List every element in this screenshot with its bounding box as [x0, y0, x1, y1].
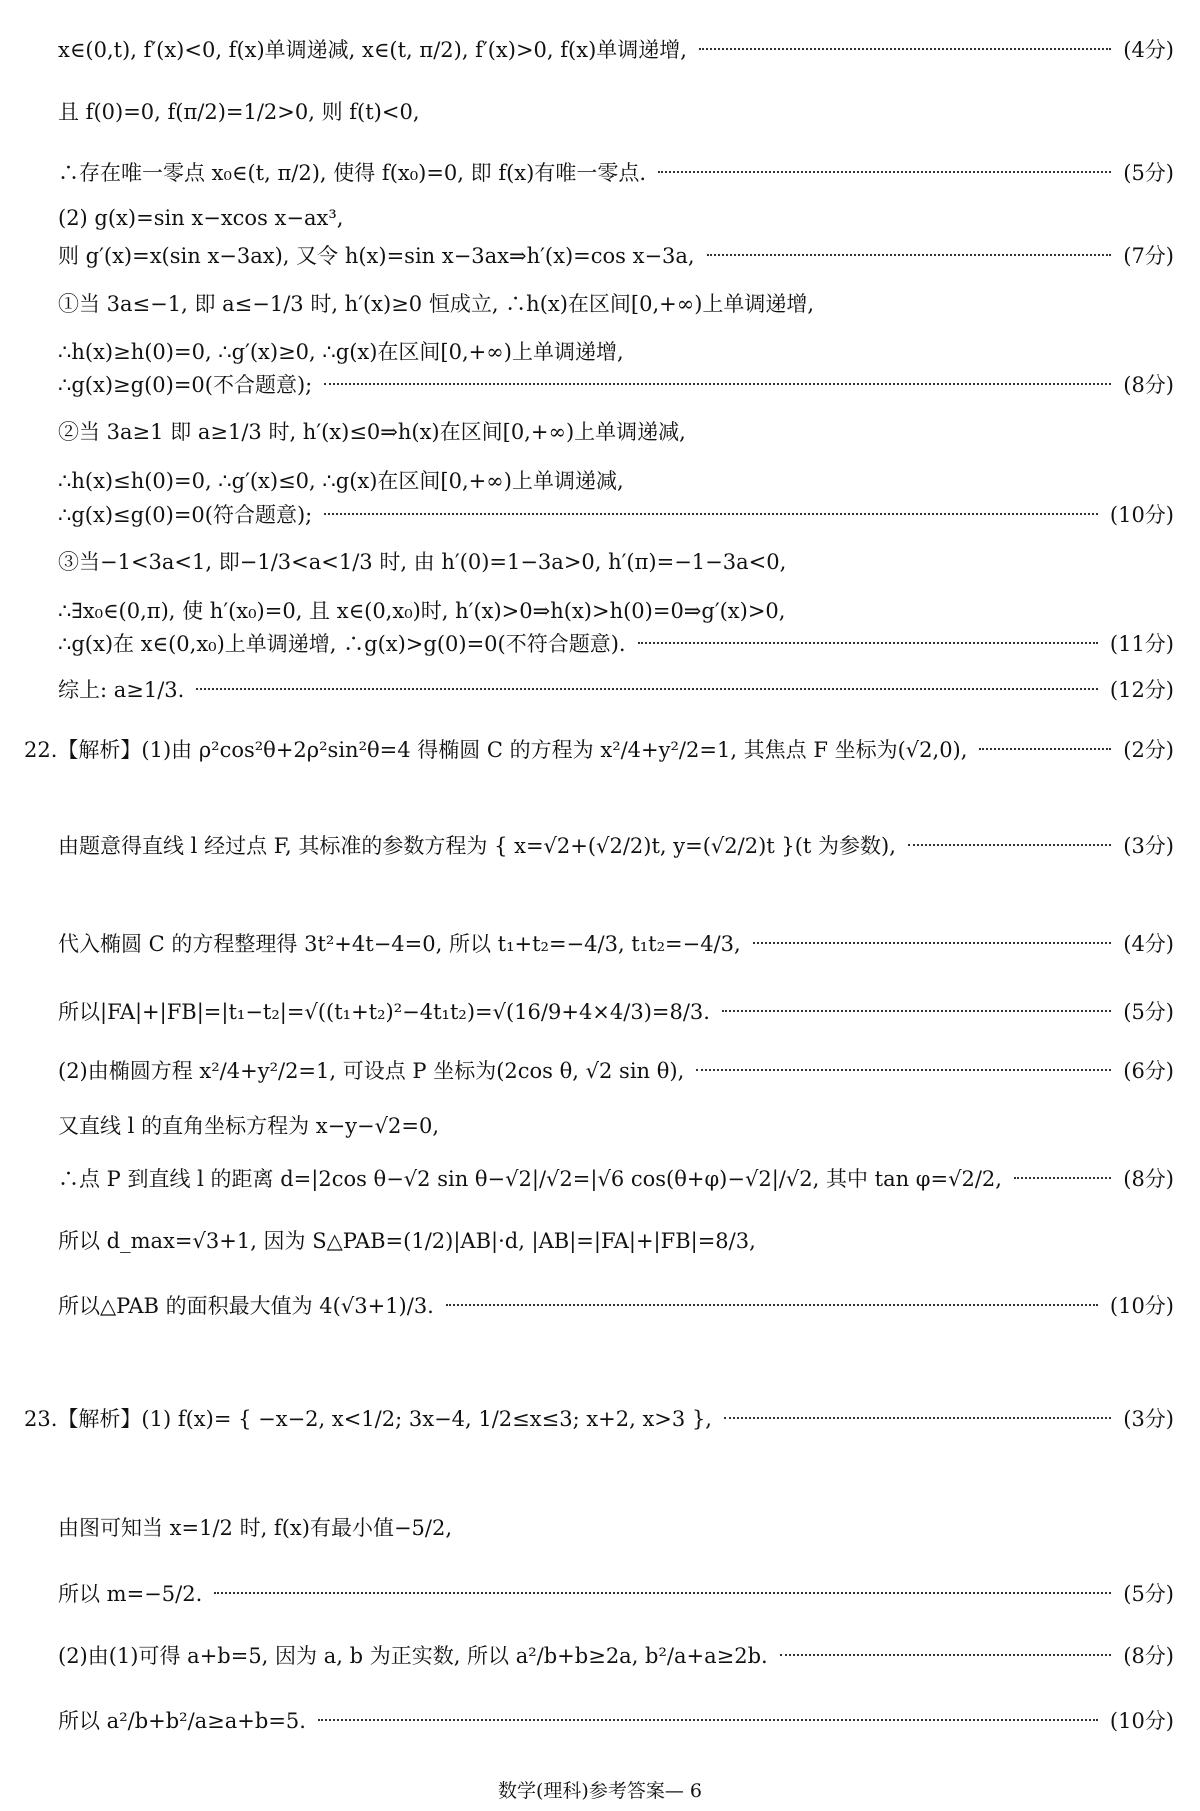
line-text: ∴g(x)≤g(0)=0(符合题意); [58, 503, 313, 527]
line-text: (2) g(x)=sin x−xcos x−ax³, [58, 206, 344, 230]
line-text: ∴点 P 到直线 l 的距离 d=|2cos θ−√2 sin θ−√2|/√2=|√6 cos(θ+φ)−√2|/√2, 其中 tan φ=√2/2, [58, 1167, 1002, 1191]
solution-line [58, 1163, 1174, 1193]
line-text: 由图可知当 x=1/2 时, f(x)有最小值−5/2, [58, 1516, 453, 1540]
problem-22-header [24, 734, 1174, 764]
line-text: 又直线 l 的直角坐标方程为 x−y−√2=0, [58, 1114, 440, 1138]
dot-leader [979, 748, 1111, 750]
dot-leader [753, 942, 1112, 944]
score-label: (4分) [1123, 38, 1174, 62]
score-label: (2分) [1123, 738, 1174, 762]
dot-leader [908, 844, 1111, 846]
line-text: (2)由(1)可得 a+b=5, 因为 a, b 为正实数, 所以 a²/b+b≥2a, b²/a+a≥2b. [58, 1644, 768, 1668]
solution-line [58, 336, 1174, 366]
line-text: 22.【解析】(1)由 ρ²cos²θ+2ρ²sin²θ=4 得椭圆 C 的方程为 x²/4+y²/2=1, 其焦点 F 坐标为(√2,0), [24, 738, 968, 762]
line-text: 代入椭圆 C 的方程整理得 3t²+4t−4=0, 所以 t₁+t₂=−4/3, t₁t₂=−4/3, [58, 932, 741, 956]
score-label: (3分) [1123, 1407, 1174, 1431]
solution-line [58, 1290, 1174, 1320]
dot-leader [658, 171, 1111, 173]
solution-line [58, 674, 1174, 704]
line-text: 所以 a²/b+b²/a≥a+b=5. [58, 1709, 306, 1733]
page-footer: 数学(理科)参考答案— 6 [498, 1780, 702, 1802]
dot-leader [214, 1592, 1111, 1594]
solution-line [58, 416, 1174, 446]
dot-leader [1014, 1177, 1111, 1179]
score-label: (4分) [1123, 932, 1174, 956]
line-text: 23.【解析】(1) f(x)= { −x−2, x<1/2; 3x−4, 1/2≤x≤3; x+2, x>3 }, [24, 1407, 712, 1431]
line-text: 所以 m=−5/2. [58, 1582, 203, 1606]
score-label: (10分) [1109, 503, 1174, 527]
line-text: ①当 3a≤−1, 即 a≤−1/3 时, h′(x)≥0 恒成立, ∴h(x)在区间[0,+∞)上单调递增, [58, 292, 815, 316]
solution-line [58, 1225, 1174, 1255]
dot-leader [699, 48, 1111, 50]
line-text: ∴g(x)≥g(0)=0(不合题意); [58, 373, 313, 397]
score-label: (10分) [1109, 1294, 1174, 1318]
line-text: ∴∃x₀∈(0,π), 使 h′(x₀)=0, 且 x∈(0,x₀)时, h′(x)>0⇒h(x)>h(0)=0⇒g′(x)>0, [58, 599, 786, 623]
solution-line [58, 1640, 1174, 1670]
dot-leader [696, 1069, 1111, 1071]
line-text: 且 f(0)=0, f(π/2)=1/2>0, 则 f(t)<0, [58, 100, 420, 124]
score-label: (8分) [1123, 373, 1174, 397]
line-text: 所以|FA|+|FB|=|t₁−t₂|=√((t₁+t₂)²−4t₁t₂)=√(16/9+4×4/3)=8/3. [58, 1000, 710, 1024]
score-label: (5分) [1123, 1582, 1174, 1606]
line-text: ∴g(x)在 x∈(0,x₀)上单调递增, ∴g(x)>g(0)=0(不符合题意). [58, 632, 626, 656]
problem-23-header [24, 1403, 1174, 1433]
solution-line [58, 96, 1174, 126]
solution-line [58, 595, 1174, 625]
solution-line [58, 240, 1174, 270]
line-text: ∴存在唯一零点 x₀∈(t, π/2), 使得 f(x₀)=0, 即 f(x)有唯一零点. [58, 161, 646, 185]
score-label: (8分) [1123, 1644, 1174, 1668]
dot-leader [446, 1304, 1098, 1306]
solution-line [58, 1055, 1174, 1085]
solution-line [58, 996, 1174, 1026]
score-label: (12分) [1109, 678, 1174, 702]
line-text: ∴h(x)≤h(0)=0, ∴g′(x)≤0, ∴g(x)在区间[0,+∞)上单调递减, [58, 469, 624, 493]
solution-line [58, 628, 1174, 658]
line-text: 所以△PAB 的面积最大值为 4(√3+1)/3. [58, 1294, 434, 1318]
line-text: 综上: a≥1/3. [58, 678, 185, 702]
dot-leader [707, 254, 1112, 256]
solution-line [58, 369, 1174, 399]
score-label: (3分) [1123, 834, 1174, 858]
line-text: x∈(0,t), f′(x)<0, f(x)单调递减, x∈(t, π/2), f′(x)>0, f(x)单调递增, [58, 38, 687, 62]
dot-leader [318, 1719, 1098, 1721]
solution-line [58, 1110, 1174, 1140]
solution-line [58, 465, 1174, 495]
line-text: ③当−1<3a<1, 即−1/3<a<1/3 时, 由 h′(0)=1−3a>0, h′(π)=−1−3a<0, [58, 550, 787, 574]
solution-line [58, 830, 1174, 860]
solution-line [58, 34, 1174, 64]
solution-line [58, 1578, 1174, 1608]
solution-line [58, 206, 1174, 230]
line-text: (2)由椭圆方程 x²/4+y²/2=1, 可设点 P 坐标为(2cos θ, √2 sin θ), [58, 1059, 685, 1083]
line-text: ②当 3a≥1 即 a≥1/3 时, h′(x)≤0⇒h(x)在区间[0,+∞)上单调递减, [58, 420, 686, 444]
dot-leader [724, 1417, 1111, 1419]
score-label: (5分) [1123, 1000, 1174, 1024]
solution-line [58, 1512, 1174, 1542]
line-text: ∴h(x)≥h(0)=0, ∴g′(x)≥0, ∴g(x)在区间[0,+∞)上单调递增, [58, 340, 624, 364]
dot-leader [638, 642, 1098, 644]
solution-line [58, 499, 1174, 529]
line-text: 所以 d_max=√3+1, 因为 S△PAB=(1/2)|AB|·d, |AB|=|FA|+|FB|=8/3, [58, 1229, 756, 1253]
dot-leader [722, 1010, 1111, 1012]
line-text: 由题意得直线 l 经过点 F, 其标准的参数方程为 { x=√2+(√2/2)t, y=(√2/2)t }(t 为参数), [58, 834, 896, 858]
solution-line [58, 288, 1174, 318]
score-label: (7分) [1123, 244, 1174, 268]
score-label: (11分) [1109, 632, 1174, 656]
solution-line [58, 1705, 1174, 1735]
dot-leader [324, 383, 1111, 385]
score-label: (5分) [1123, 161, 1174, 185]
score-label: (10分) [1109, 1709, 1174, 1733]
score-label: (6分) [1123, 1059, 1174, 1083]
score-label: (8分) [1123, 1167, 1174, 1191]
solution-line [58, 157, 1174, 187]
dot-leader [780, 1654, 1112, 1656]
solution-line [58, 928, 1174, 958]
solution-line [58, 546, 1174, 576]
dot-leader [196, 688, 1098, 690]
dot-leader [324, 513, 1098, 515]
line-text: 则 g′(x)=x(sin x−3ax), 又令 h(x)=sin x−3ax⇒h′(x)=cos x−3a, [58, 244, 695, 268]
